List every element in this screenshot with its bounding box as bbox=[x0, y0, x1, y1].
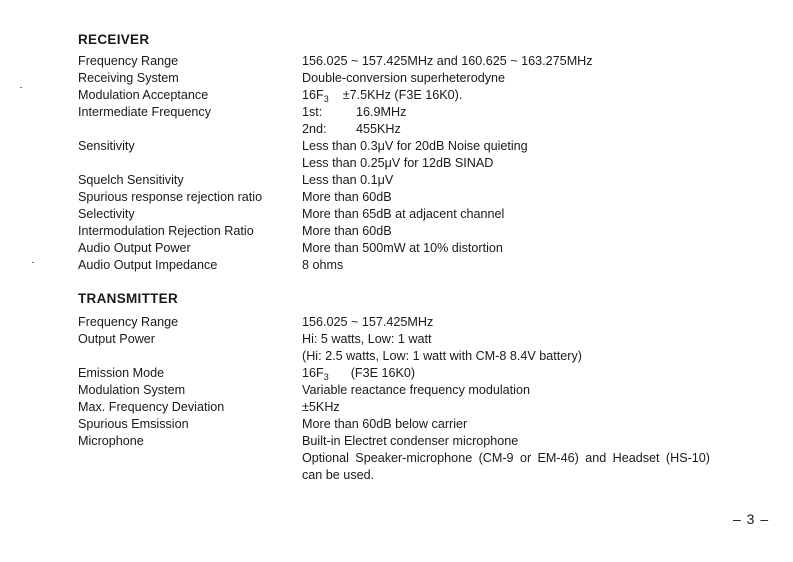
spec-value: Hi: 5 watts, Low: 1 watt bbox=[302, 332, 432, 346]
spec-label: Spurious Emsission bbox=[78, 417, 189, 431]
emission-class-rest: (F3E 16K0) bbox=[350, 366, 416, 380]
if-stage-label: 2nd: bbox=[302, 122, 327, 136]
microphone-options-paragraph: Optional Speaker-microphone (CM-9 or EM-46) and Headset (HS-10) can be used. bbox=[302, 451, 710, 482]
spec-row-max-deviation bbox=[78, 399, 778, 416]
spec-label: Output Power bbox=[78, 332, 156, 346]
spec-value: Less than 0.1μV bbox=[302, 173, 394, 187]
emission-class-subscript: 3 bbox=[323, 372, 329, 382]
spec-row-audio-output-impedance bbox=[78, 257, 778, 274]
spec-label: Emission Mode bbox=[78, 366, 165, 380]
page-number: – 3 – bbox=[733, 511, 770, 527]
spec-row-intermediate-frequency-2 bbox=[78, 121, 778, 138]
if-stage-value: 455KHz bbox=[356, 122, 401, 136]
spec-label: Modulation System bbox=[78, 383, 186, 397]
spec-value: 8 ohms bbox=[302, 258, 344, 272]
scan-speck bbox=[32, 262, 34, 263]
spec-label: Selectivity bbox=[78, 207, 135, 221]
spec-row-intermediate-frequency bbox=[78, 104, 778, 121]
spec-value: More than 500mW at 10% distortion bbox=[302, 241, 503, 255]
emission-class-prefix: 16F bbox=[302, 88, 324, 102]
spec-label: Modulation Acceptance bbox=[78, 88, 209, 102]
spec-label: Squelch Sensitivity bbox=[78, 173, 184, 187]
spec-row-receiver-frequency-range bbox=[78, 53, 778, 70]
spec-label: Microphone bbox=[78, 434, 144, 448]
if-stage-label: 1st: bbox=[302, 105, 323, 119]
spec-label: Max. Frequency Deviation bbox=[78, 400, 225, 414]
spec-row-selectivity bbox=[78, 206, 778, 223]
spec-value: More than 65dB at adjacent channel bbox=[302, 207, 505, 221]
scan-speck bbox=[20, 87, 22, 88]
spec-value-first-if bbox=[302, 104, 406, 121]
emission-class-rest: ±7.5KHz (F3E 16K0). bbox=[342, 88, 463, 102]
spec-row-spurious-emission bbox=[78, 416, 778, 433]
spec-row-emission-mode bbox=[78, 365, 778, 382]
spec-label: Intermediate Frequency bbox=[78, 105, 212, 119]
spec-row-audio-output-power bbox=[78, 240, 778, 257]
spec-value-second-if bbox=[302, 121, 401, 138]
spec-row-transmitter-frequency-range bbox=[78, 314, 778, 331]
spec-value: 156.025 ~ 157.425MHz bbox=[302, 315, 434, 329]
spec-value: More than 60dB bbox=[302, 224, 392, 238]
spec-value: ±5KHz bbox=[302, 400, 340, 414]
spec-value bbox=[302, 87, 462, 105]
spec-row-spurious-rejection bbox=[78, 189, 778, 206]
spec-value: Variable reactance frequency modulation bbox=[302, 383, 530, 397]
spec-value: More than 60dB below carrier bbox=[302, 417, 468, 431]
spec-label: Receiving System bbox=[78, 71, 179, 85]
spec-label: Audio Output Impedance bbox=[78, 258, 218, 272]
spec-label: Frequency Range bbox=[78, 315, 179, 329]
emission-class-prefix: 16F bbox=[302, 366, 324, 380]
spec-value bbox=[302, 365, 415, 383]
spec-value: Less than 0.25μV for 12dB SINAD bbox=[302, 156, 494, 170]
spec-label: Frequency Range bbox=[78, 54, 179, 68]
spec-row-output-power bbox=[78, 331, 778, 348]
spec-value: Less than 0.3μV for 20dB Noise quieting bbox=[302, 139, 528, 153]
spec-value: (Hi: 2.5 watts, Low: 1 watt with CM-8 8.4V battery) bbox=[302, 349, 582, 363]
spec-row-microphone bbox=[78, 433, 778, 450]
receiver-heading: RECEIVER bbox=[78, 32, 150, 47]
spec-value: 156.025 ~ 157.425MHz and 160.625 ~ 163.275MHz bbox=[302, 54, 593, 68]
spec-row-squelch-sensitivity bbox=[78, 172, 778, 189]
spec-row-intermod-rejection bbox=[78, 223, 778, 240]
spec-value: Built-in Electret condenser microphone bbox=[302, 434, 519, 448]
spec-row-output-power-2 bbox=[78, 348, 778, 365]
spec-label: Audio Output Power bbox=[78, 241, 191, 255]
if-stage-value: 16.9MHz bbox=[356, 105, 407, 119]
spec-row-sensitivity bbox=[78, 138, 778, 155]
spec-label: Sensitivity bbox=[78, 139, 135, 153]
spec-row-receiving-system bbox=[78, 70, 778, 87]
emission-class-subscript: 3 bbox=[323, 94, 329, 104]
spec-row-modulation-acceptance bbox=[78, 87, 778, 104]
spec-value: Double-conversion superheterodyne bbox=[302, 71, 506, 85]
transmitter-heading: TRANSMITTER bbox=[78, 291, 179, 306]
spec-row-modulation-system bbox=[78, 382, 778, 399]
spec-label: Intermodulation Rejection Ratio bbox=[78, 224, 254, 238]
spec-row-sensitivity-2 bbox=[78, 155, 778, 172]
spec-label: Spurious response rejection ratio bbox=[78, 190, 263, 204]
spec-value: More than 60dB bbox=[302, 190, 392, 204]
